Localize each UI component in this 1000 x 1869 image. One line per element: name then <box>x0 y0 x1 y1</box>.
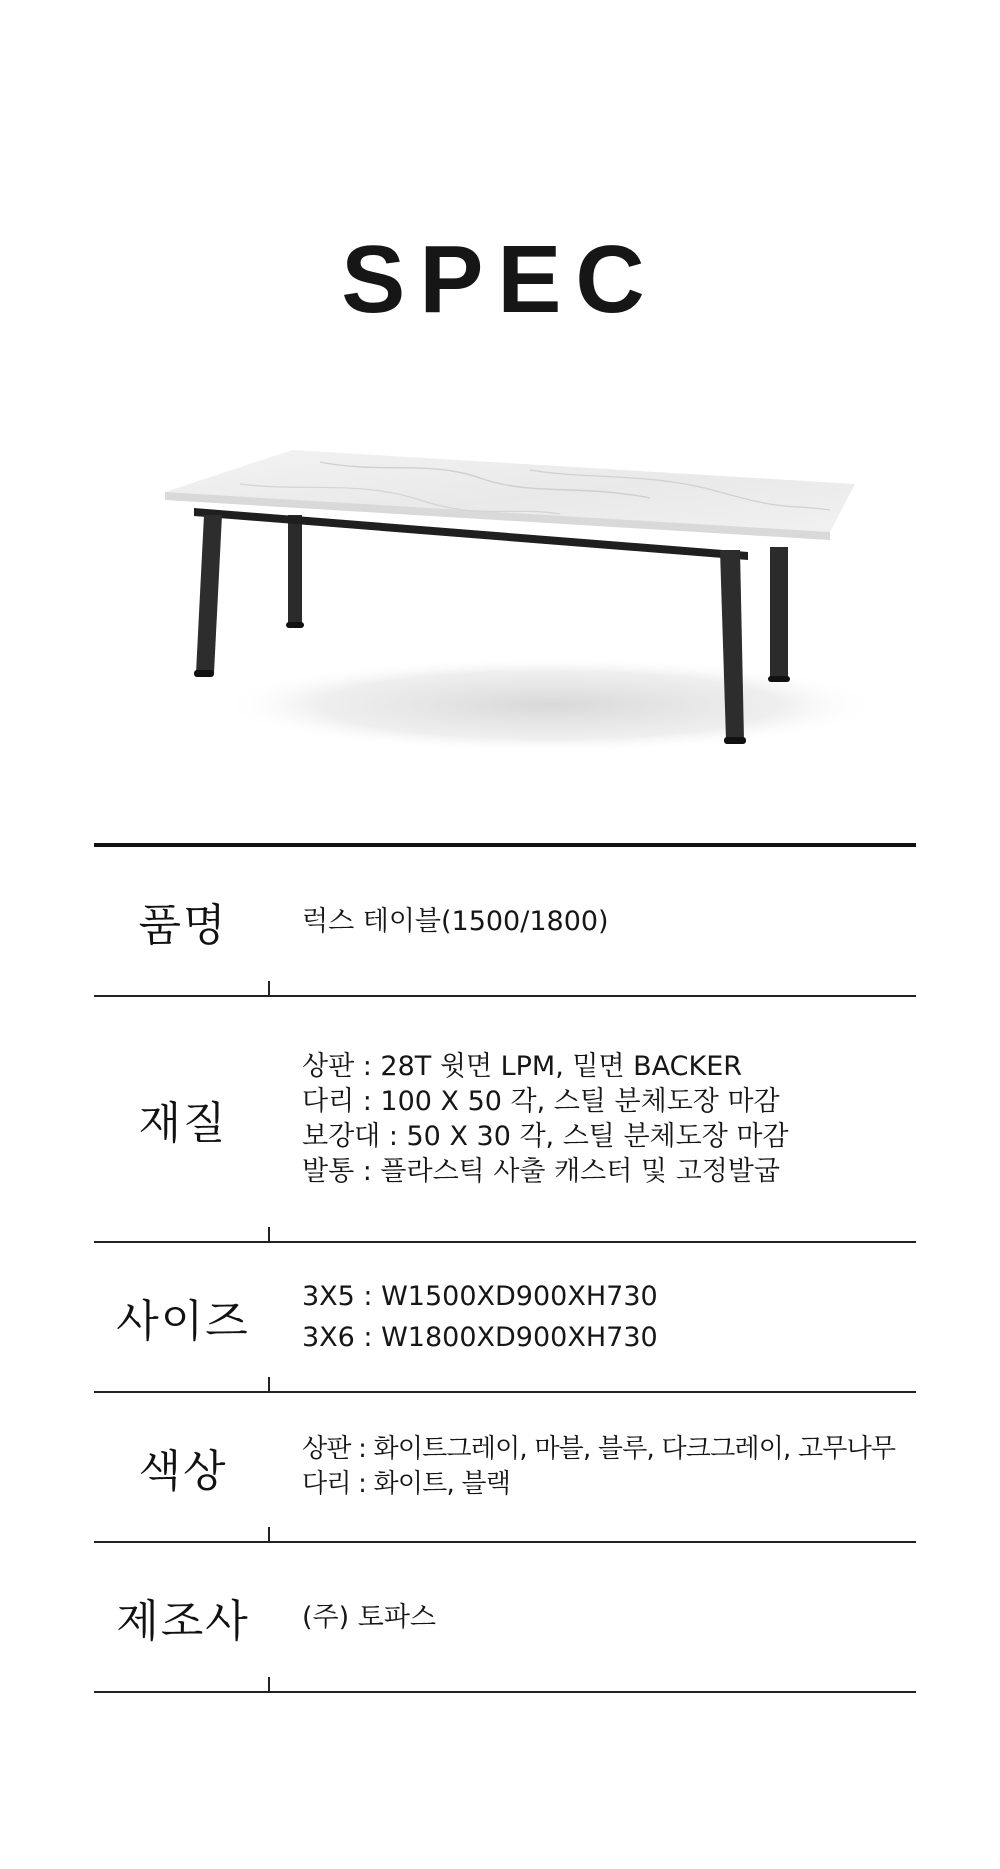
spec-value <box>302 1243 916 1391</box>
spec-row-size <box>94 1243 916 1393</box>
spec-value-line: 상판 : 화이트그레이, 마블, 블루, 다크그레이, 고무나무 <box>302 1434 896 1464</box>
table-back-leg-right-foot <box>768 676 790 682</box>
spec-value <box>302 847 916 995</box>
spec-value-line: 럭스 테이블(1500/1800) <box>302 905 609 937</box>
table-front-leg-right-foot <box>724 737 746 744</box>
spec-value-line: 3X6 : W1800XD900XH730 <box>302 1322 658 1353</box>
spec-row-material <box>94 997 916 1243</box>
row-divider-tick <box>268 1377 270 1391</box>
spec-label: 재질 <box>138 1098 228 1149</box>
table-back-leg-left <box>288 515 302 625</box>
table-back-leg-left-foot <box>286 622 304 628</box>
row-divider-tick <box>268 1527 270 1541</box>
spec-value-line: 다리 : 100 X 50 각, 스틸 분체도장 마감 <box>302 1086 780 1117</box>
spec-row-manufacturer <box>94 1543 916 1693</box>
table-back-leg-right <box>770 547 788 679</box>
row-divider-tick <box>268 1677 270 1691</box>
spec-value-line: 상판 : 28T 윗면 LPM, 밑면 BACKER <box>302 1051 743 1082</box>
spec-row-product-name <box>94 847 916 997</box>
row-divider-tick <box>268 981 270 995</box>
spec-label: 제조사 <box>116 1596 250 1647</box>
spec-value <box>302 997 916 1241</box>
spec-value-line: (주) 토파스 <box>302 1601 436 1633</box>
spec-value-line: 3X5 : W1500XD900XH730 <box>302 1281 658 1312</box>
marble-top-table-photo <box>130 440 870 760</box>
spec-table <box>94 843 916 1693</box>
spec-label: 사이즈 <box>116 1296 250 1347</box>
spec-label: 품명 <box>138 900 228 951</box>
table-front-leg-left <box>196 515 222 673</box>
spec-value-line: 발통 : 플라스틱 사출 캐스터 및 고정발굽 <box>302 1156 780 1187</box>
spec-value <box>302 1543 916 1691</box>
spec-row-color <box>94 1393 916 1543</box>
table-front-leg-left-foot <box>194 670 214 677</box>
spec-value <box>302 1393 916 1541</box>
spec-value-line: 보강대 : 50 X 30 각, 스틸 분체도장 마감 <box>302 1121 789 1152</box>
row-divider-tick <box>268 1227 270 1241</box>
page-title: SPEC <box>341 226 659 333</box>
spec-label: 색상 <box>138 1446 228 1497</box>
spec-value-line: 다리 : 화이트, 블랙 <box>302 1469 511 1499</box>
